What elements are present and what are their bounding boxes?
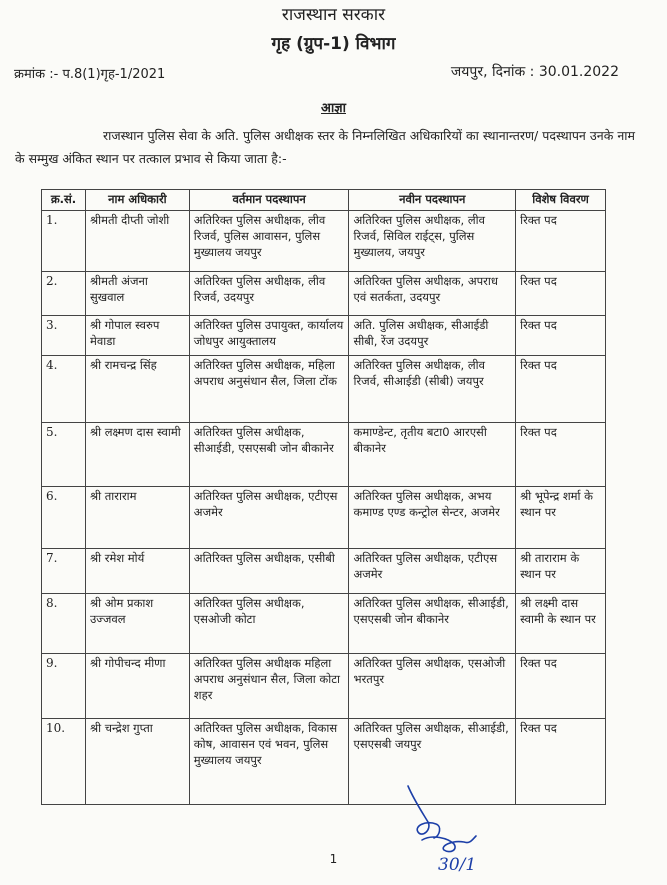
row-new-posting: अतिरिक्त पुलिस अधीक्षक, अभय कमाण्ड एण्ड कन्ट्रोल सेन्टर, अजमेर (349, 487, 516, 549)
row-current-posting: अतिरिक्त पुलिस अधीक्षक, महिला अपराध अनुसंधान सैल, जिला टोंक (189, 356, 349, 423)
table-row (42, 423, 606, 487)
signature-loop (422, 836, 476, 852)
signature-stroke (408, 786, 440, 838)
row-officer-name: श्री गोपीचन्द मीणा (85, 654, 189, 719)
table-header-row (42, 190, 606, 211)
table-row (42, 654, 606, 719)
table-row (42, 594, 606, 654)
row-new-posting: अतिरिक्त पुलिस अधीक्षक, लीव रिजर्व, सिविल राईट्स, पुलिस मुख्यालय, जयपुर (349, 211, 516, 272)
row-officer-name: श्री ताराराम (85, 487, 189, 549)
place-and-date: जयपुर, दिनांक : 30.01.2022 (450, 64, 619, 80)
row-remarks: रिक्त पद (516, 272, 606, 316)
row-serial: 6. (42, 487, 86, 549)
row-remarks: श्री भूपेन्द्र शर्मा के स्थान पर (516, 487, 606, 549)
row-officer-name: श्रीमती अंजना सुखवाल (85, 272, 189, 316)
row-new-posting: अतिरिक्त पुलिस अधीक्षक, सीआईडी, एसएसबी जयपुर (349, 719, 516, 805)
row-new-posting: अति. पुलिस अधीक्षक, सीआईडी सीबी, रेंज उदयपुर (349, 316, 516, 356)
row-current-posting: अतिरिक्त पुलिस अधीक्षक, एसओजी कोटा (189, 594, 349, 654)
table-row (42, 211, 606, 272)
row-new-posting: अतिरिक्त पुलिस अधीक्षक, लीव रिजर्व, सीआईडी (सीबी) जयपुर (349, 356, 516, 423)
transfer-table (41, 189, 606, 805)
row-serial: 3. (42, 316, 86, 356)
row-remarks: रिक्त पद (516, 211, 606, 272)
row-current-posting: अतिरिक्त पुलिस अधीक्षक, एटीएस अजमेर (189, 487, 349, 549)
row-new-posting: अतिरिक्त पुलिस अधीक्षक, एटीएस अजमेर (349, 549, 516, 594)
row-new-posting: अतिरिक्त पुलिस अधीक्षक, अपराध एवं सतर्कता, उदयपुर (349, 272, 516, 316)
row-serial: 1. (42, 211, 86, 272)
header-current-posting: वर्तमान पदस्थापन (189, 190, 349, 211)
header-serial: क्र.सं. (42, 190, 86, 211)
row-serial: 8. (42, 594, 86, 654)
row-officer-name: श्री रामचन्द्र सिंह (85, 356, 189, 423)
row-serial: 4. (42, 356, 86, 423)
row-remarks: रिक्त पद (516, 316, 606, 356)
row-officer-name: श्री रमेश मोर्य (85, 549, 189, 594)
row-officer-name: श्रीमती दीप्ती जोशी (85, 211, 189, 272)
header-remarks: विशेष विवरण (516, 190, 606, 211)
row-serial: 7. (42, 549, 86, 594)
row-officer-name: श्री लक्ष्मण दास स्वामी (85, 423, 189, 487)
row-officer-name: श्री ओम प्रकाश उज्जवल (85, 594, 189, 654)
header-name: नाम अधिकारी (85, 190, 189, 211)
row-remarks: श्री लक्ष्मी दास स्वामी के स्थान पर (516, 594, 606, 654)
table-row (42, 316, 606, 356)
row-remarks: श्री ताराराम के स्थान पर (516, 549, 606, 594)
row-current-posting: अतिरिक्त पुलिस उपायुक्त, कार्यालय जोधपुर आयुक्तालय (189, 316, 349, 356)
row-remarks: रिक्त पद (516, 654, 606, 719)
table-row (42, 356, 606, 423)
order-title: आज्ञा (321, 101, 346, 116)
row-current-posting: अतिरिक्त पुलिस अधीक्षक, एसीबी (189, 549, 349, 594)
row-serial: 5. (42, 423, 86, 487)
row-current-posting: अतिरिक्त पुलिस अधीक्षक, लीव रिजर्व, पुलिस आवासन, पुलिस मुख्यालय जयपुर (189, 211, 349, 272)
row-new-posting: कमाण्डेन्ट, तृतीय बटा0 आरएसी बीकानेर (349, 423, 516, 487)
row-current-posting: अतिरिक्त पुलिस अधीक्षक, सीआईडी, एसएसबी जोन बीकानेर (189, 423, 349, 487)
row-remarks: रिक्त पद (516, 423, 606, 487)
row-serial: 2. (42, 272, 86, 316)
row-officer-name: श्री चन्द्रेश गुप्ता (85, 719, 189, 805)
row-new-posting: अतिरिक्त पुलिस अधीक्षक, सीआईडी, एसएसबी जोन बीकानेर (349, 594, 516, 654)
row-current-posting: अतिरिक्त पुलिस अधीक्षक महिला अपराध अनुसंधान सैल, जिला कोटा शहर (189, 654, 349, 719)
row-remarks: रिक्त पद (516, 719, 606, 805)
row-remarks: रिक्त पद (516, 356, 606, 423)
table-row (42, 719, 606, 805)
row-current-posting: अतिरिक्त पुलिस अधीक्षक, विकास कोष, आवासन एवं भवन, पुलिस मुख्यालय जयपुर (189, 719, 349, 805)
page-number: 1 (329, 852, 338, 866)
table-row (42, 272, 606, 316)
row-officer-name: श्री गोपाल स्वरुप मेवाडा (85, 316, 189, 356)
reference-number: क्रमांक :- प.8(1)गृह-1/2021 (14, 67, 166, 82)
government-title: राजस्थान सरकार (281, 5, 386, 25)
header-new-posting: नवीन पदस्थापन (349, 190, 516, 211)
signature-date: 30/1 (438, 855, 477, 875)
row-serial: 10. (42, 719, 86, 805)
table-row (42, 487, 606, 549)
row-current-posting: अतिरिक्त पुलिस अधीक्षक, लीव रिजर्व, उदयपुर (189, 272, 349, 316)
row-new-posting: अतिरिक्त पुलिस अधीक्षक, एसओजी भरतपुर (349, 654, 516, 719)
row-serial: 9. (42, 654, 86, 719)
table-row (42, 549, 606, 594)
department-title: गृह (ग्रुप-1) विभाग (271, 34, 396, 54)
intro-paragraph: राजस्थान पुलिस सेवा के अति. पुलिस अधीक्षक स्तर के निम्नलिखित अधिकारियों का स्थानान्तरण/ पदस्थापन उनके नाम के सम्मुख अंकित स्थान पर तत्काल प्रभाव से किया जाता है:- (15, 128, 635, 166)
